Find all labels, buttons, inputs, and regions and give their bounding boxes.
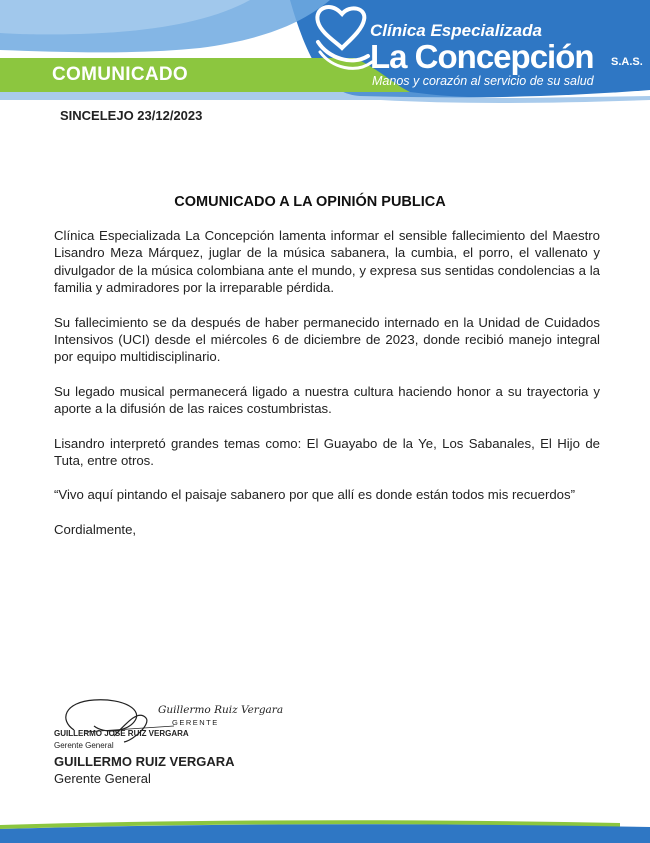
signature-stamp: GERENTE	[172, 718, 219, 727]
letter-title: COMUNICADO A LA OPINIÓN PUBLICA	[174, 194, 446, 210]
brand-suffix: S.A.S.	[611, 56, 643, 68]
brand-top-line: Clínica Especializada	[370, 21, 542, 40]
signer-role: Gerente General	[54, 771, 151, 786]
signer-name: GUILLERMO RUIZ VERGARA	[54, 754, 235, 769]
paragraph: Clínica Especializada La Concepción lamenta informar el sensible fallecimiento del Maestro Lisandro Meza Márquez, juglar de la música sabanera, la cumbia, el porro, el vallenato y divulgador de la música colombiana ante el mundo, y expresa sus sentidas condolencias a la familia y admiradores por la irreparable pérdida.	[54, 228, 600, 296]
signature-role-small: Gerente General	[54, 741, 114, 750]
brand-name: La Concepción	[370, 38, 594, 75]
closing: Cordialmente,	[54, 521, 137, 537]
paragraph: “Vivo aquí pintando el paisaje sabanero por que allí es donde están todos mis recuerdos”	[54, 487, 575, 503]
letterhead-footer	[0, 815, 650, 843]
letter-body	[54, 227, 600, 555]
paragraph: Su fallecimiento se da después de haber permanecido internado en la Unidad de Cuidados Intensivos (UCI) desde el miércoles 6 de diciembre de 2023, donde recibió manejo integral por equipo multidisciplinario.	[54, 314, 600, 365]
signature-name-small: GUILLERMO JOSÉ RUIZ VERGARA	[54, 729, 189, 738]
paragraph: Lisandro interpretó grandes temas como: El Guayabo de la Ye, Los Sabanales, El Hijo de Tuta, entre otros.	[54, 435, 600, 469]
letter-date: SINCELEJO 23/12/2023	[60, 108, 203, 123]
banner-title: COMUNICADO	[52, 64, 188, 85]
letterhead	[0, 0, 650, 110]
signature-script: Guillermo Ruiz Vergara	[158, 704, 284, 716]
paragraph: Su legado musical permanecerá ligado a nuestra cultura haciendo honor a su trayectoria y aporte a la difusión de las raices costumbristas.	[54, 383, 600, 417]
brand-tagline: Manos y corazón al servicio de su salud	[372, 74, 594, 88]
